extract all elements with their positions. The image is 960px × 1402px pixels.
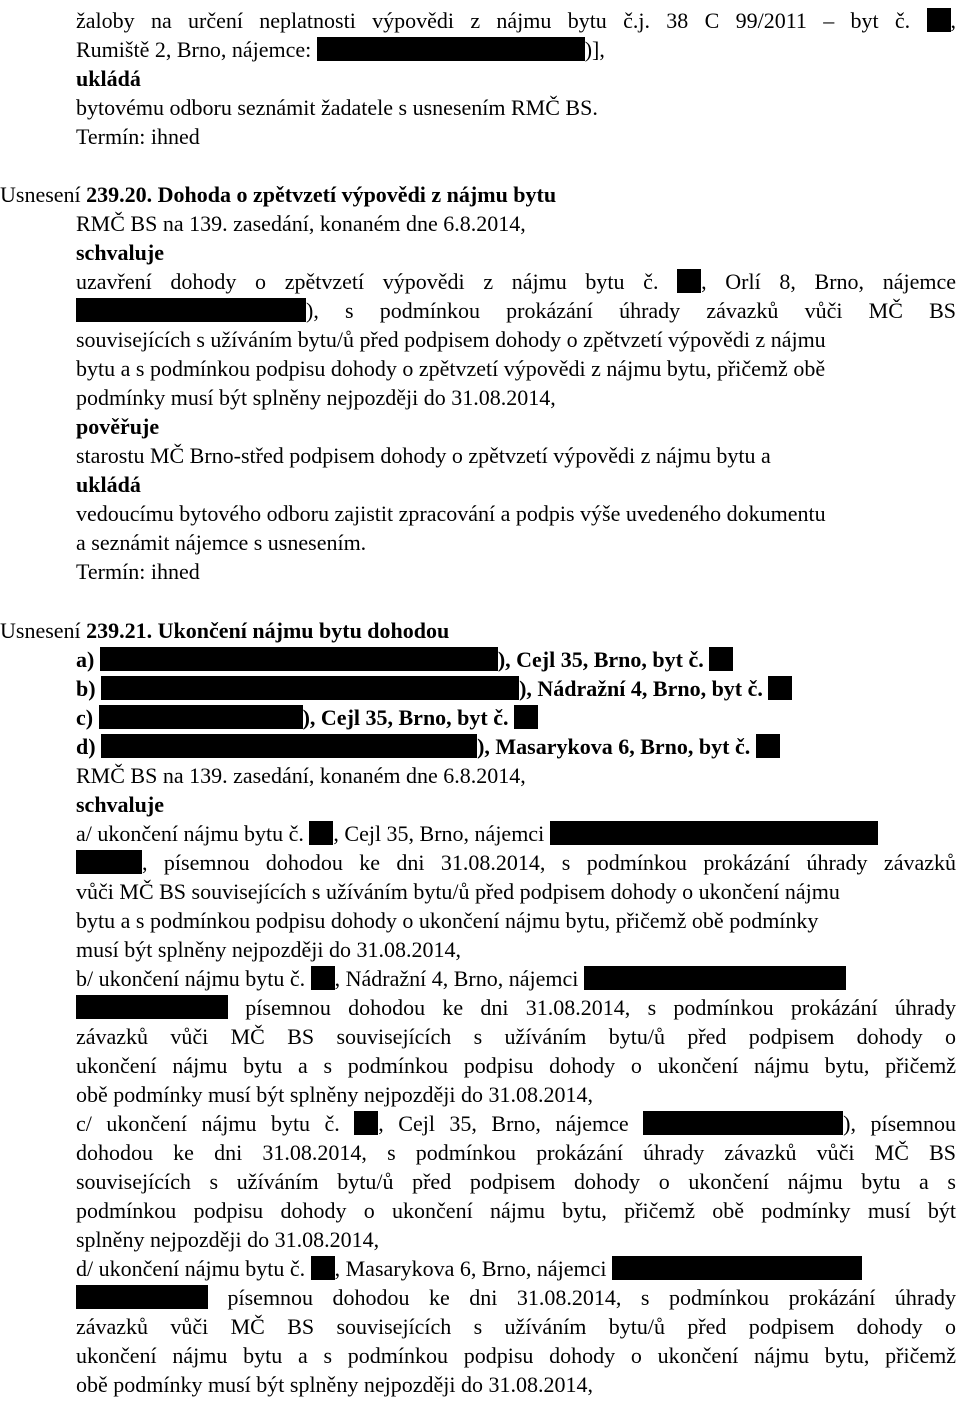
text-line: souvisejících s užíváním bytu/ů před podpisem dohody o ukončení nájmu bytu a s (76, 1169, 956, 1194)
text-segment: b/ ukončení nájmu bytu č. (76, 966, 306, 991)
text-segment: )], (584, 37, 605, 62)
text-line (76, 993, 956, 1022)
text-line: závazků vůči MČ BS souvisejících s užíváním bytu/ů před podpisem dohody o (76, 1024, 956, 1049)
text-segment: písemnou dohodou ke dni 31.08.2014, s podmínkou prokázání úhrady (245, 995, 956, 1020)
keyword-uklada: ukládá (76, 66, 141, 91)
text-segment: ), s podmínkou prokázání úhrady závazků vůči MČ BS (306, 298, 956, 323)
text-line: vedoucímu bytového odboru zajistit zpracování a podpis výše uvedeného dokumentu (76, 501, 826, 526)
redaction-bar (76, 1285, 208, 1309)
item-text: ), Cejl 35, Brno, byt č. (302, 705, 509, 730)
text-segment: , (950, 8, 956, 33)
text-segment: , Cejl 35, Brno, nájemci (333, 821, 545, 846)
resolution-label: Usnesení (0, 618, 81, 643)
meeting-line: RMČ BS na 139. zasedání, konaném dne 6.8.2014, (76, 763, 526, 788)
resolution-number: 239.21. (86, 618, 153, 643)
redaction-bar (100, 647, 498, 671)
text-line: bytu a s podmínkou podpisu dohody o ukončení nájmu bytu, přičemž obě podmínky (76, 908, 819, 933)
redaction-bar (677, 269, 701, 293)
text-segment: c/ ukončení nájmu bytu č. (76, 1111, 340, 1136)
text-segment: žaloby na určení neplatnosti výpovědi z nájmu bytu č.j. 38 C 99/2011 – byt č. (76, 8, 911, 33)
redaction-bar (317, 37, 585, 61)
text-line: souvisejících s užíváním bytu/ů před podpisem dohody o zpětvzetí výpovědi z nájmu (76, 327, 826, 352)
text-line (76, 1283, 956, 1312)
text-line (76, 6, 956, 35)
keyword-schvaluje: schvaluje (76, 240, 164, 265)
redaction-bar (768, 676, 792, 700)
resolution-title: Dohoda o zpětvzetí výpovědi z nájmu bytu (157, 182, 557, 207)
text-line: bytu a s podmínkou podpisu dohody o zpětvzetí výpovědi z nájmu bytu, přičemž obě (76, 356, 826, 381)
item-text: ), Nádražní 4, Brno, byt č. (519, 676, 763, 701)
item-text: ), Cejl 35, Brno, byt č. (497, 647, 704, 672)
resolution-heading (0, 180, 556, 209)
text-line: musí být splněny nejpozději do 31.08.2014, (76, 937, 461, 962)
text-line (76, 267, 956, 296)
resolution-number: 239.20. (86, 182, 153, 207)
keyword-schvaluje: schvaluje (76, 792, 164, 817)
text-line: podmínky musí být splněny nejpozději do 31.08.2014, (76, 385, 556, 410)
resolution-label: Usnesení (0, 182, 81, 207)
text-line (76, 1254, 956, 1283)
text-line: podmínkou podpisu dohody o ukončení nájmu bytu, přičemž obě podmínky musí být (76, 1198, 956, 1223)
text-line: splněny nejpozději do 31.08.2014, (76, 1227, 380, 1252)
text-segment: d/ ukončení nájmu bytu č. (76, 1256, 306, 1281)
text-segment: Rumiště 2, Brno, nájemce: (76, 37, 312, 62)
redaction-bar (101, 734, 477, 758)
redaction-bar (311, 966, 335, 990)
redaction-bar (99, 705, 303, 729)
meeting-line: RMČ BS na 139. zasedání, konaném dne 6.8.2014, (76, 211, 526, 236)
text-line: vůči MČ BS souvisejících s užíváním bytu/ů před podpisem dohody o ukončení nájmu (76, 879, 840, 904)
text-segment: , Masarykova 6, Brno, nájemci (334, 1256, 607, 1281)
text-line: ukončení nájmu bytu a s podmínkou podpisu dohody o ukončení nájmu bytu, přičemž (76, 1053, 956, 1078)
text-line (76, 296, 956, 325)
redaction-bar (354, 1111, 378, 1135)
resolution-title: Ukončení nájmu bytu dohodou (157, 618, 450, 643)
list-item (76, 703, 538, 732)
text-line: závazků vůči MČ BS souvisejících s užíváním bytu/ů před podpisem dohody o (76, 1314, 956, 1339)
list-item (76, 645, 733, 674)
text-line: a seznámit nájemce s usnesením. (76, 530, 367, 555)
text-segment: uzavření dohody o zpětvzetí výpovědi z nájmu bytu č. (76, 269, 659, 294)
redaction-bar (612, 1256, 862, 1280)
text-line (76, 819, 956, 848)
item-letter: d) (76, 734, 96, 759)
text-line (76, 35, 605, 64)
redaction-bar (550, 821, 878, 845)
text-line: starostu MČ Brno-střed podpisem dohody o zpětvzetí výpovědi z nájmu bytu a (76, 443, 771, 468)
item-letter: b) (76, 676, 96, 701)
text-line (76, 964, 956, 993)
item-text: ), Masarykova 6, Brno, byt č. (477, 734, 751, 759)
resolution-heading (0, 616, 449, 645)
redaction-bar (927, 8, 951, 32)
text-segment: ), písemnou (843, 1111, 957, 1136)
redaction-bar (76, 850, 142, 874)
text-line: obě podmínky musí být splněny nejpozději do 31.08.2014, (76, 1082, 593, 1107)
text-line: bytovému odboru seznámit žadatele s usnesením RMČ BS. (76, 95, 598, 120)
text-line (76, 1109, 956, 1138)
redaction-bar (76, 298, 306, 322)
text-segment: , Nádražní 4, Brno, nájemci (334, 966, 579, 991)
redaction-bar (514, 705, 538, 729)
deadline: Termín: ihned (76, 124, 200, 149)
redaction-bar (709, 647, 733, 671)
text-line: ukončení nájmu bytu a s podmínkou podpisu dohody o ukončení nájmu bytu, přičemž (76, 1343, 956, 1368)
text-segment: písemnou dohodou ke dni 31.08.2014, s podmínkou prokázání úhrady (227, 1285, 956, 1310)
list-item (76, 674, 792, 703)
text-line: dohodou ke dni 31.08.2014, s podmínkou prokázání úhrady závazků vůči MČ BS (76, 1140, 956, 1165)
item-letter: a) (76, 647, 95, 672)
deadline: Termín: ihned (76, 559, 200, 584)
item-letter: c) (76, 705, 94, 730)
keyword-uklada: ukládá (76, 472, 141, 497)
text-segment: , Cejl 35, Brno, nájemce (378, 1111, 629, 1136)
redaction-bar (309, 821, 333, 845)
text-line (76, 848, 956, 877)
redaction-bar (76, 995, 228, 1019)
text-segment: a/ ukončení nájmu bytu č. (76, 821, 304, 846)
redaction-bar (756, 734, 780, 758)
text-line: obě podmínky musí být splněny nejpozději do 31.08.2014, (76, 1372, 593, 1397)
keyword-poveruje: pověřuje (76, 414, 160, 439)
redaction-bar (101, 676, 519, 700)
text-segment: , písemnou dohodou ke dni 31.08.2014, s podmínkou prokázání úhrady závazků (142, 850, 956, 875)
list-item (76, 732, 780, 761)
redaction-bar (584, 966, 846, 990)
redaction-bar (311, 1256, 335, 1280)
text-segment: , Orlí 8, Brno, nájemce (701, 269, 957, 294)
redaction-bar (643, 1111, 843, 1135)
